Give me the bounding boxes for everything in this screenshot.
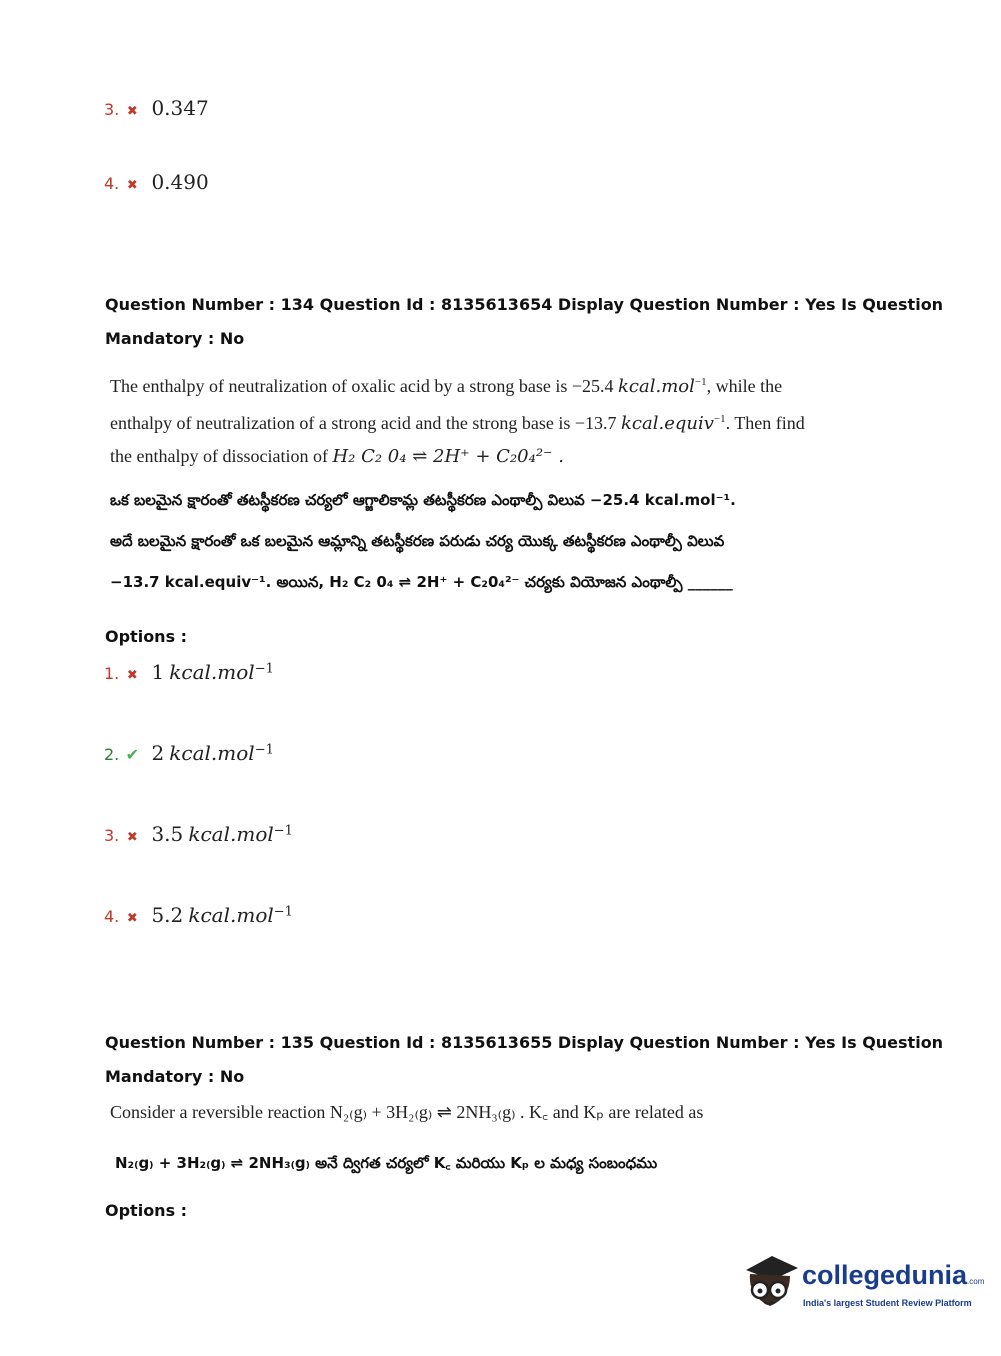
text-segment: enthalpy of neutralization of a strong acid and the strong base is −13.7 xyxy=(110,413,622,433)
option-1[interactable] xyxy=(104,660,274,684)
cross-icon: ✖ xyxy=(126,178,138,193)
telugu-line: ఒక బలమైన క్షారంతో తటస్థీకరణ చర్యలో ఆగ్జాలికామ్ల తటస్థీకరణ ఎంథాల్పీ విలువ −25.4 kcal.mol⁻¹. xyxy=(110,491,736,509)
option-sup: −1 xyxy=(273,823,293,839)
options-label: Options : xyxy=(105,1201,188,1220)
mascot-icon xyxy=(740,1250,800,1314)
cross-icon: ✖ xyxy=(126,830,138,845)
option-2[interactable] xyxy=(104,741,274,765)
option-number: 2. xyxy=(104,745,120,764)
unit: kcal.mol xyxy=(618,376,695,397)
superscript: −1 xyxy=(694,376,707,388)
option-value: 0.490 xyxy=(151,170,209,194)
option-sup: −1 xyxy=(254,661,274,677)
question-134-english-text xyxy=(110,366,810,473)
collegedunia-logo[interactable] xyxy=(740,1250,985,1320)
option-value: 5.2 xyxy=(151,903,184,927)
text-segment: . Then find xyxy=(725,413,805,433)
option-unit: kcal.mol xyxy=(188,822,274,846)
question-135-english-text: Consider a reversible reaction N₂₍g₎ + 3H₂₍g₎ ⇌ 2NH₃₍g₎ . K꜀ and Kₚ are related as xyxy=(110,1102,704,1122)
text-segment: The enthalpy of neutralization of oxalic acid by a strong base is −25.4 xyxy=(110,376,618,396)
question-134-telugu-text xyxy=(110,480,830,603)
option-number: 4. xyxy=(104,174,120,193)
logo-name: collegedunia xyxy=(802,1260,968,1290)
prev-option-3 xyxy=(104,96,209,120)
question-135-telugu-text: N₂₍g₎ + 3H₂₍g₎ ⇌ 2NH₃₍g₎ అనే ద్విగత చర్యలో K꜀ మరియు Kₚ ల మధ్య సంబంధము xyxy=(115,1154,658,1172)
question-134-header xyxy=(105,288,955,356)
cross-icon: ✖ xyxy=(126,911,138,926)
telugu-line: −13.7 kcal.equiv⁻¹. అయిన, H₂ C₂ 0₄ ⇌ 2H⁺ + C₂0₄²⁻ చర్యకు వియోజన ఎంథాల్పీ ______ xyxy=(110,573,733,591)
text-segment: , while the xyxy=(706,376,783,396)
question-header-line: Mandatory : No xyxy=(105,1067,245,1086)
unit: kcal.equiv xyxy=(621,413,714,434)
options-label: Options : xyxy=(105,627,188,646)
option-unit: kcal.mol xyxy=(169,660,255,684)
cross-icon: ✖ xyxy=(126,668,138,683)
check-icon: ✔ xyxy=(125,745,140,764)
question-header-line: Mandatory : No xyxy=(105,329,245,348)
option-3[interactable] xyxy=(104,822,293,846)
telugu-line: అదే బలమైన క్షారంతో ఒక బలమైన ఆమ్లాన్ని తటస్థీకరణ పరుడు చర్య యొక్క తటస్థీకరణ ఎంథాల్పీ విలువ xyxy=(110,532,725,550)
text-segment: the enthalpy of dissociation of xyxy=(110,446,333,466)
option-value: 1 xyxy=(151,660,165,684)
option-sup: −1 xyxy=(254,742,274,758)
logo-tagline: India's largest Student Review Platform xyxy=(803,1298,972,1308)
option-number: 3. xyxy=(104,100,120,119)
option-unit: kcal.mol xyxy=(169,741,255,765)
equation: H₂ C₂ 0₄ ⇌ 2H⁺ + C₂0₄²⁻ . xyxy=(332,446,564,467)
question-135-header xyxy=(105,1026,955,1094)
option-sup: −1 xyxy=(273,904,293,920)
question-header-line: Question Number : 135 Question Id : 8135613655 Display Question Number : Yes Is Question xyxy=(105,1033,944,1052)
superscript: −1 xyxy=(713,413,726,425)
option-unit: kcal.mol xyxy=(188,903,274,927)
option-value: 0.347 xyxy=(151,96,209,120)
option-number: 3. xyxy=(104,826,120,845)
option-value: 2 xyxy=(151,741,165,765)
option-number: 4. xyxy=(104,907,120,926)
cross-icon: ✖ xyxy=(126,104,138,119)
logo-dotcom: .com xyxy=(967,1277,985,1286)
question-header-line: Question Number : 134 Question Id : 8135613654 Display Question Number : Yes Is Question xyxy=(105,295,944,314)
option-value: 3.5 xyxy=(151,822,184,846)
prev-option-4 xyxy=(104,170,209,194)
option-number: 1. xyxy=(104,664,120,683)
option-4[interactable] xyxy=(104,903,293,927)
